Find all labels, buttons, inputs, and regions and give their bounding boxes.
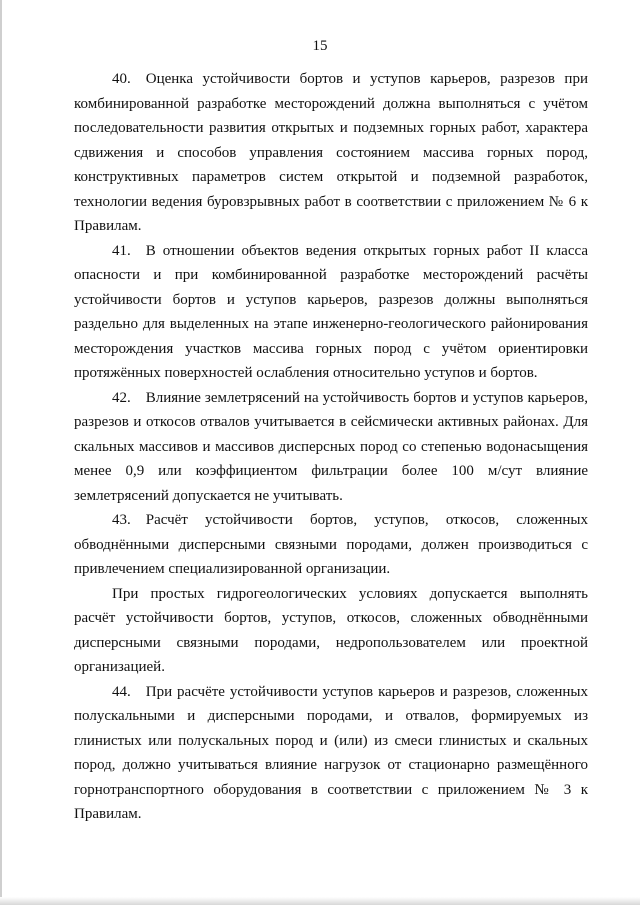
paragraph-42: 42. Влияние землетрясений на устойчивость бортов и уступов карьеров, разрезов и откосов отвалов учитывается в сейсмически активных районах. Для скальных массивов и массивов дисперсных пород со степенью водонасыщения менее 0,9 или коэффициентом фильтрации более 100 м/сут влияние землетрясений допускается не учитывать. xyxy=(74,389,588,504)
scan-edge-bottom xyxy=(0,897,640,905)
paragraph-40: 40. Оценка устойчивости бортов и уступов карьеров, разрезов при комбинированной разработке месторождений должна выполняться с учётом последовательности развития открытых и подземных горных работ, характера сдвижения и способов управления состоянием массива горных пород, конструктивных параметров систем открытой и подземной разработок, технологии ведения буровзрывных работ в соответствии с приложением № 6 к Правилам. xyxy=(74,71,588,234)
page-number: 15 xyxy=(312,38,328,54)
document-body xyxy=(74,67,588,827)
paragraph-43-continuation: При простых гидрогеологических условиях допускается выполнять расчёт устойчивости бортов, уступов, откосов, сложенных обводнёнными дисперсными связными породами, недропользователем или проектной организацией. xyxy=(74,585,588,675)
scan-edge-left xyxy=(0,0,2,905)
paragraph-43: 43. Расчёт устойчивости бортов, уступов, откосов, сложенных обводнёнными дисперсными связными породами, должен производиться с привлечением специализированной организации. xyxy=(74,512,588,577)
paragraph-44: 44. При расчёте устойчивости уступов карьеров и разрезов, сложенных полускальными и дисперсными породами, и отвалов, формируемых из глинистых или полускальных пород и (или) из смеси глинистых и скальных пород, должно учитываться влияние нагрузок от стационарно размещённого горнотранспортного оборудования в соответствии с приложением № 3 к Правилам. xyxy=(74,683,588,822)
paragraph-41: 41. В отношении объектов ведения открытых горных работ II класса опасности и при комбинированной разработке месторождений расчёты устойчивости бортов и уступов карьеров, разрезов должны выполняться раздельно для выделенных на этапе инженерно-геологического районирования месторождения участков массива горных пород с учётом ориентировки протяжённых поверхностей ослабления относительно уступов и бортов. xyxy=(74,242,588,381)
